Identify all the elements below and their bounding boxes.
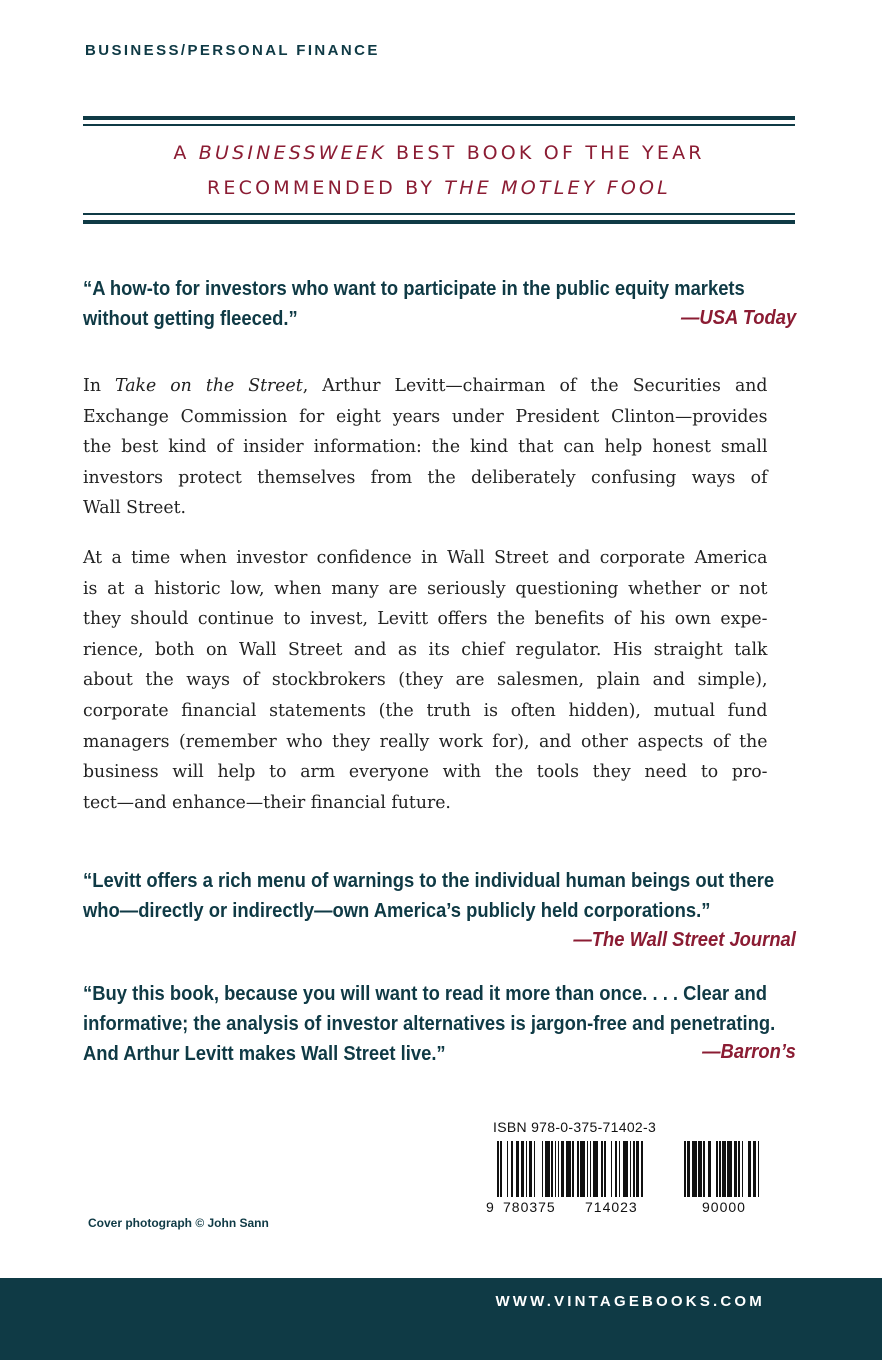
body-line: corporate financial statements (the truth is often hidden), mutual fund [83, 699, 768, 721]
divider-rule [83, 213, 795, 215]
award-line-1: A BUSINESSWEEK BEST BOOK OF THE YEAR [173, 142, 705, 164]
body-line: rience, both on Wall Street and as its chief regulator. His straight talk [83, 638, 768, 660]
barcode-bar [623, 1141, 628, 1197]
body-line: investors protect themselves from the deliberately confusing ways of [83, 466, 768, 488]
review-quote-usa-today [83, 274, 745, 334]
body-line: managers (remember who they really work for), and other aspects of the [83, 730, 768, 752]
quote-line: who—directly or indirectly—own America’s publicly held corporations.” [83, 900, 711, 922]
body-line: they should continue to invest, Levitt offers the benefits of his own expe- [83, 608, 768, 630]
barcode-bar [722, 1141, 725, 1197]
barcode-bar [590, 1141, 592, 1197]
barcode-bar [529, 1141, 532, 1197]
divider-rule [83, 220, 795, 224]
barcode-bar [738, 1141, 740, 1197]
barcode-bar [636, 1141, 639, 1197]
barcode-bar [587, 1141, 589, 1197]
barcode-bar [727, 1141, 732, 1197]
body-line: At a time when investor confidence in Wall Street and corporate America [83, 547, 768, 568]
barcode-bar [703, 1141, 705, 1197]
barcode-lead-digit: 9 [486, 1199, 495, 1215]
divider-rule [83, 116, 795, 120]
barcode-bar [630, 1141, 632, 1197]
barcode-bar [687, 1141, 690, 1197]
barcode-bar [641, 1141, 643, 1197]
barcode-bar [507, 1141, 509, 1197]
quote-line: And Arthur Levitt makes Wall Street live.” [83, 1043, 446, 1065]
publisher-url: WWW.VINTAGEBOOKS.COM [495, 1293, 765, 1310]
barcode-bar [698, 1141, 701, 1197]
divider-rule [83, 124, 795, 126]
isbn-number: ISBN 978-0-375-71402-3 [493, 1119, 657, 1135]
barcode-bar [748, 1141, 751, 1197]
barcode-bar [619, 1141, 621, 1197]
cover-photo-credit: Cover photograph © John Sann [88, 1216, 269, 1230]
award-line-2: RECOMMENDED BY THE MOTLEY FOOL [207, 177, 671, 199]
quote-line: “Levitt offers a rich menu of warnings to the individual human beings out there [83, 870, 775, 892]
barcode-bar [545, 1141, 550, 1197]
barcode-addon-digits: 90000 [702, 1199, 746, 1215]
barcode-bar [511, 1141, 513, 1197]
barcode-bar [708, 1141, 711, 1197]
barcode-bar [742, 1141, 744, 1197]
barcode-bar [633, 1141, 635, 1197]
barcode-bar [534, 1141, 536, 1197]
body-line: business will help to arm everyone with the tools they need to pro- [83, 761, 768, 783]
quote-attribution: —USA Today [680, 307, 796, 329]
body-line: about the ways of stockbrokers (they are salesmen, plain and simple), [83, 669, 768, 691]
barcode-bar [572, 1141, 574, 1197]
barcode-bar [561, 1141, 564, 1197]
barcode-bar [566, 1141, 571, 1197]
barcode-bar [615, 1141, 617, 1197]
barcode-bar [716, 1141, 718, 1197]
barcode-bar [758, 1141, 760, 1197]
barcode-bar [580, 1141, 585, 1197]
barcode-bar [500, 1141, 502, 1197]
barcode-bar [516, 1141, 519, 1197]
quote-attribution: —Barron’s [702, 1041, 796, 1063]
barcode-bar [719, 1141, 721, 1197]
barcode-right-digits: 714023 [585, 1199, 638, 1215]
description-paragraph-1 [83, 371, 767, 524]
body-line: In Take on the Street, Arthur Levitt—chairman of the Securities and [83, 375, 768, 396]
body-line: Wall Street. [83, 497, 187, 519]
barcode-bar [601, 1141, 603, 1197]
barcode-bar [684, 1141, 686, 1197]
quote-line: “A how-to for investors who want to participate in the public equity markets [83, 278, 745, 300]
quote-line: informative; the analysis of investor alternatives is jargon-free and penetrating. [83, 1013, 776, 1035]
barcode-bar [551, 1141, 553, 1197]
barcode-bar [734, 1141, 737, 1197]
barcode-bar [593, 1141, 598, 1197]
body-line: Exchange Commission for eight years under President Clinton—provides [83, 405, 768, 427]
body-line: the best kind of insider information: the kind that can help honest small [83, 436, 768, 458]
quote-line: without getting fleeced.” [83, 308, 298, 330]
body-line: tect—and enhance—their financial future. [83, 791, 451, 813]
barcode-addon [684, 1141, 766, 1197]
footer-band [0, 1278, 882, 1360]
barcode-bar [692, 1141, 697, 1197]
barcode-bar [542, 1141, 544, 1197]
barcode-bar [604, 1141, 606, 1197]
barcode-bar [497, 1141, 499, 1197]
barcode-bar [526, 1141, 528, 1197]
review-quote-wsj [83, 866, 775, 926]
barcode-bar [577, 1141, 579, 1197]
quote-attribution: —The Wall Street Journal [573, 929, 796, 951]
barcode-bar [521, 1141, 524, 1197]
barcode-bar [555, 1141, 557, 1197]
barcode-bar [753, 1141, 756, 1197]
body-line: is at a historic low, when many are seriously questioning whether or not [83, 577, 768, 599]
barcode-left-digits: 780375 [503, 1199, 556, 1215]
category-label: BUSINESS/PERSONAL FINANCE [85, 42, 380, 59]
barcode-bar [558, 1141, 560, 1197]
description-paragraph-2 [83, 543, 767, 818]
barcode-main [497, 1141, 665, 1197]
quote-line: “Buy this book, because you will want to read it more than once. . . . Clear and [83, 983, 768, 1005]
barcode-bar [611, 1141, 613, 1197]
